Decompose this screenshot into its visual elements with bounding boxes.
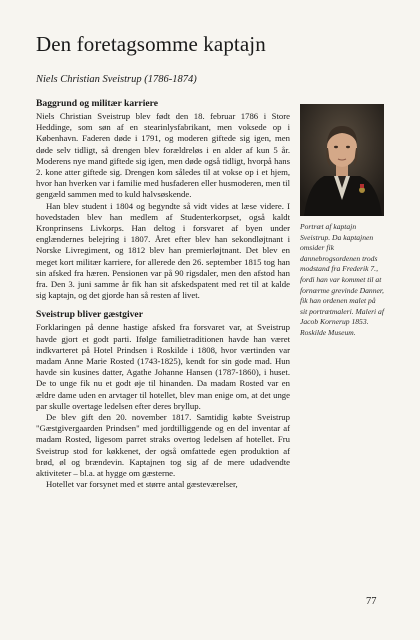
page-subtitle: Niels Christian Sveistrup (1786-1874): [36, 74, 197, 85]
portrait-caption: Portræt af kaptajn Sveistrup. Da kaptajnen omsider fik dannebrogsordenen trods modstand fra Frederik 7., fordi han var kommet til at fornærme grevinde Danner, fik han ordenen malet på sit portrætmaleri. Maleri af Jacob Kornerup 1853. Roskilde Museum.: [300, 222, 384, 337]
section-background: [36, 98, 290, 301]
section-heading: Baggrund og militær karriere: [36, 98, 158, 109]
portrait-image: [300, 104, 384, 216]
paragraph: Hotellet var forsynet med et større antal gæsteværelser,: [46, 479, 238, 490]
paragraph: De blev gift den 20. november 1817. Samtidig købte Sveistrup "Gæstgivergaarden Prindsen" med jordtilliggende og en del inventar af madam Rosted, ligesom parret straks overtog ledelsen af hotellet. Fru Sveistrup stod for køkkenet, der også omfattede egen produktion af brød, øl og brændevin. Kaptajnen tog sig af de mere udadvendte aktiviteter – bl.a. at hygge om gæsterne.: [36, 412, 290, 479]
section-innkeeper: [36, 309, 290, 490]
main-text-column: [36, 98, 290, 499]
paragraph: Forklaringen på denne hastige afsked fra forsvaret var, at Sveistrup havde gjort et godt parti. Ifølge familietraditionen havde han været indkvarteret på Hotel Prindsen i Roskilde i 1808, hvor værtinden var madam Anne Marie Rosted (1743-1825), kendt for sin gode mad. Hun havde sin kusines datter, Agathe Johanne Hansen (1787-1860), i huset. De to unge fik nu et godt øje til hinanden. Da madam Rosted var en ældre dame uden en arvtager til hotellet, blev man enige om, at det unge par skulle overtage ledelsen efter deres bryllup.: [36, 322, 290, 411]
paragraph: Niels Christian Sveistrup blev født den 18. februar 1786 i Store Heddinge, som søn af en stearinlysfabrikant, men voksede op i København. Faderen døde i 1791, og moderen giftede sig igen, men døde selv tidligt, så drengen blev forældreløs i en alder af kun 5 år. Moderens nye mand giftede sig igen, men døde også tidligt, hvorpå hans 2. kone atter giftede sig. Drengen kom således til at vokse op i et hjem, hvor han hverken var i familie med husfaderen eller husmoderen, men til gengæld sammen med to kuld halvsøskende.: [36, 111, 290, 200]
portrait-painting: [300, 104, 384, 216]
paragraph: Han blev student i 1804 og begyndte så vidt vides at læse videre. I hovedstaden blev han medlem af Studenterkorpset, også kaldt Kronprinsens Livkorps. Han deltog i forsvaret af byen under englændernes belejring i 1807. Året efter blev han sekondløjtnant i Norske Livregiment, og 1812 blev han premierløjtnant. Det blev en meget kort militær karriere, for allerede den 26. september 1815 tog han sin afsked fra hæren. Pensionen var på 90 rigsdaler, men den afstod han fra. Den 3. juni samme år fik han sit afskedspatent med ret til at kalde sig kaptajn, og det gjorde han så resten af livet.: [36, 200, 290, 301]
section-heading: Sveistrup bliver gæstgiver: [36, 309, 143, 321]
page-title: Den foretagsomme kaptajn: [36, 32, 266, 56]
page-number: 77: [366, 596, 377, 607]
